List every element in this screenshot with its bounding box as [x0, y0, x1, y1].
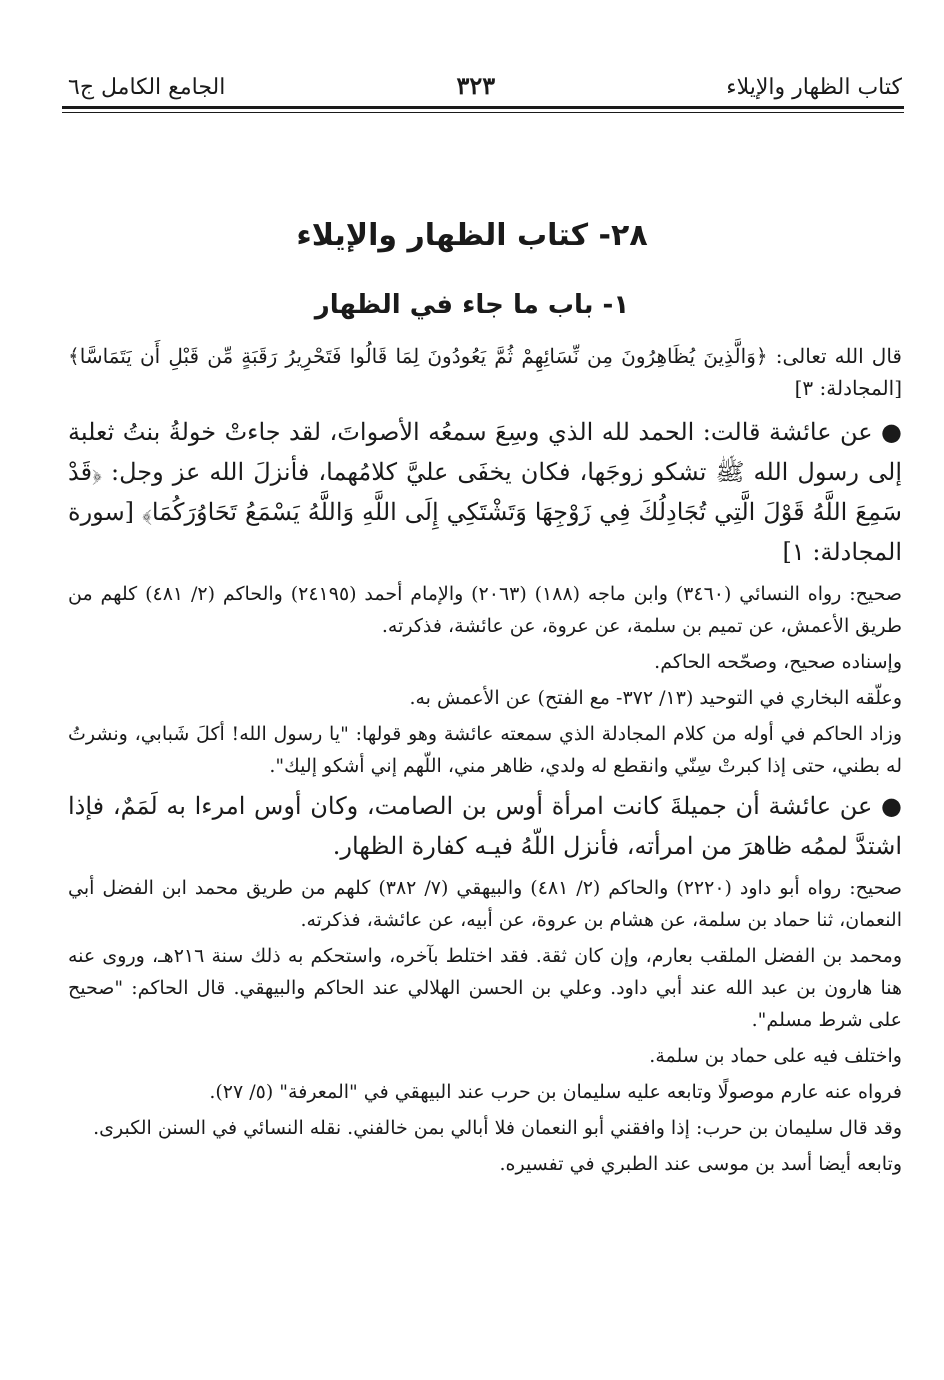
narrator-note-paragraph: ومحمد بن الفضل الملقب بعارم، وإن كان ثقة. فقد اختلط بآخره، واستحكم به ذلك سنة ٢١٦هـ، وروى عنه هنا هارون بن عبد الله عند أبي داود. وعلي بن الحسن الهلالي عند الحاكم والبيهقي. قال الحاكم: "صحيح على شرط مسلم". [68, 945, 902, 1031]
hadith-paragraph: ● عن عائشة قالت: الحمد لله الذي وسِعَ سمعُه الأصواتَ، لقد جاءتْ خولةُ بنتُ ثعلبة إلى رسول الله ﷺ تشكو زوجَها، فكان يخفَى عليَّ كلامُهما، فأنزلَ الله عز وجل: ﴿قَدْ سَمِعَ اللَّهُ قَوْلَ الَّتِي تُجَادِلُكَ فِي زَوْجِهَا وَتَشْتَكِي إِلَى اللَّهِ وَاللَّهُ يَسْمَعُ تَحَاوُرَكُمَا﴾ [سورة المجادلة: ١] [68, 418, 902, 566]
header-rule-thick [62, 106, 904, 109]
chapter-title: ١- باب ما جاء في الظهار [314, 290, 630, 320]
page-number: ٣٢٣ [456, 71, 496, 100]
hakim-addition-paragraph: وزاد الحاكم في أوله من كلام المجادلة الذي سمعته عائشة وهو قولها: "يا رسول الله! أكلَ شَبابي، ونشرتُ له بطني، حتى إذا كبرتْ سِنّي وانقطع له ولدي، ظاهر مني، اللّهم إني أشكو إليك". [68, 723, 902, 777]
narrator-note-paragraph: فرواه عنه عارم موصولًا وتابعه عليه سليمان بن حرب عند البيهقي في "المعرفة" (٥/ ٢٧). [209, 1081, 902, 1103]
bukhari-note-paragraph: وعلّقه البخاري في التوحيد (١٣/ ٣٧٢- مع الفتح) عن الأعمش به. [409, 687, 902, 709]
narrator-note-paragraph: واختلف فيه على حماد بن سلمة. [649, 1045, 902, 1067]
header-book-title: كتاب الظهار والإيلاء [726, 75, 902, 100]
takhrij-paragraph: صحيح: رواه النسائي (٣٤٦٠) وابن ماجه (١٨٨) (٢٠٦٣) والإمام أحمد (٢٤١٩٥) والحاكم (٢/ ٤٨١) كلهم من طريق الأعمش، عن تميم بن سلمة، عن عروة، عن عائشة، فذكرته. [68, 583, 902, 637]
quran-verse-paragraph: قال الله تعالى: ﴿وَالَّذِينَ يُظَاهِرُونَ مِن نِّسَائِهِمْ ثُمَّ يَعُودُونَ لِمَا قَالُوا فَتَحْرِيرُ رَقَبَةٍ مِّن قَبْلِ أَن يَتَمَاسَّا﴾ [المجادلة: ٣] [68, 344, 902, 400]
header-volume: الجامع الكامل ج٦ [68, 75, 226, 100]
hadith-paragraph: ● عن عائشة أن جميلةَ كانت امرأة أوس بن الصامت، وكان أوس امرءا به لَمَمٌ، فإذا اشتدَّ لممُه ظاهرَ من امرأته، فأنزل اللّهُ فيـه كفارة الظهار. [68, 792, 902, 860]
running-header [68, 62, 902, 100]
takhrij-paragraph: صحيح: رواه أبو داود (٢٢٢٠) والحاكم (٢/ ٤٨١) والبيهقي (٧/ ٣٨٢) كلهم من طريق محمد ابن الفضل أبي النعمان، ثنا حماد بن سلمة، عن هشام بن عروة، عن أبيه، عن عائشة، فذكرته. [68, 877, 902, 931]
narrator-note-paragraph: وتابعه أيضا أسد بن موسى عند الطبري في تفسيره. [499, 1153, 902, 1175]
page-body [68, 340, 902, 1184]
narrator-note-paragraph: وقد قال سليمان بن حرب: إذا وافقني أبو النعمان فلا أبالي بمن خالفني. نقله النسائي في السنن الكبرى. [93, 1117, 902, 1139]
book-title: ٢٨- كتاب الظهار والإيلاء [296, 218, 648, 253]
header-rule-thin [62, 112, 904, 113]
grading-paragraph: وإسناده صحيح، وصحّحه الحاكم. [654, 651, 902, 673]
